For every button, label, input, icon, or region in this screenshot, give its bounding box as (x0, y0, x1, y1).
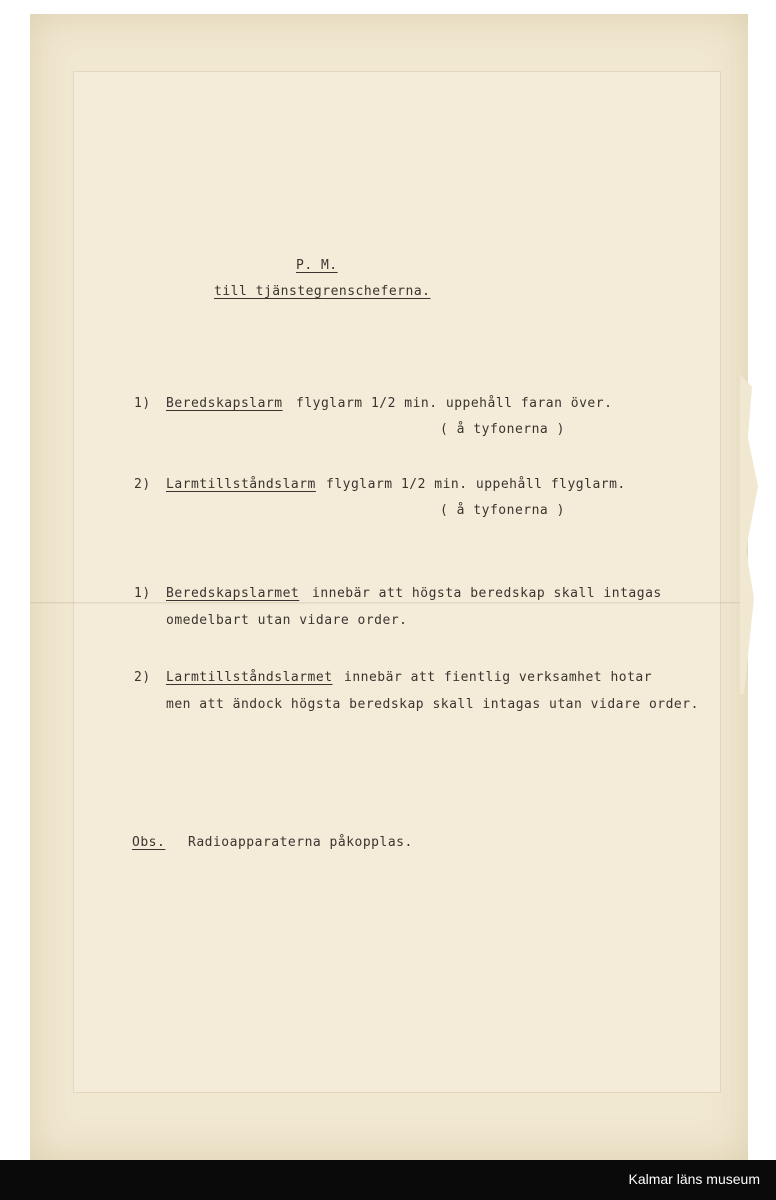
signal-1-description: flyglarm 1/2 min. uppehåll faran över. (296, 396, 613, 411)
signal-2-description: flyglarm 1/2 min. uppehåll flyglarm. (326, 477, 626, 492)
explanation-1-name: Beredskapslarmet (166, 586, 300, 601)
signal-1-note: ( å tyfonerna ) (440, 422, 565, 437)
signal-2-number: 2) (134, 477, 151, 492)
torn-edge (740, 374, 760, 694)
explanation-1-text: innebär att högsta beredskap skall intagas (312, 586, 662, 601)
signal-1-name: Beredskapslarm (166, 396, 283, 411)
explanation-2-text: innebär att fientlig verksamhet hotar (344, 670, 653, 685)
explanation-2-continuation: men att ändock högsta beredskap skall intagas utan vidare order. (166, 697, 699, 712)
document-heading: P. M. (296, 258, 338, 273)
obs-label: Obs. (132, 835, 166, 850)
fold-line (30, 602, 748, 605)
obs-text: Radioapparaterna påkopplas. (188, 835, 413, 850)
explanation-2-name: Larmtillståndslarmet (166, 670, 333, 685)
paper-inner-border (74, 72, 720, 1092)
explanation-2-number: 2) (134, 670, 151, 685)
signal-1-number: 1) (134, 396, 151, 411)
signal-2-name: Larmtillståndslarm (166, 477, 316, 492)
document-subheading: till tjänstegrenscheferna. (214, 284, 431, 299)
explanation-1-number: 1) (134, 586, 151, 601)
explanation-1-continuation: omedelbart utan vidare order. (166, 613, 408, 628)
museum-name: Kalmar läns museum (628, 1171, 760, 1187)
museum-footer-bar (0, 1160, 776, 1200)
signal-2-note: ( å tyfonerna ) (440, 503, 565, 518)
